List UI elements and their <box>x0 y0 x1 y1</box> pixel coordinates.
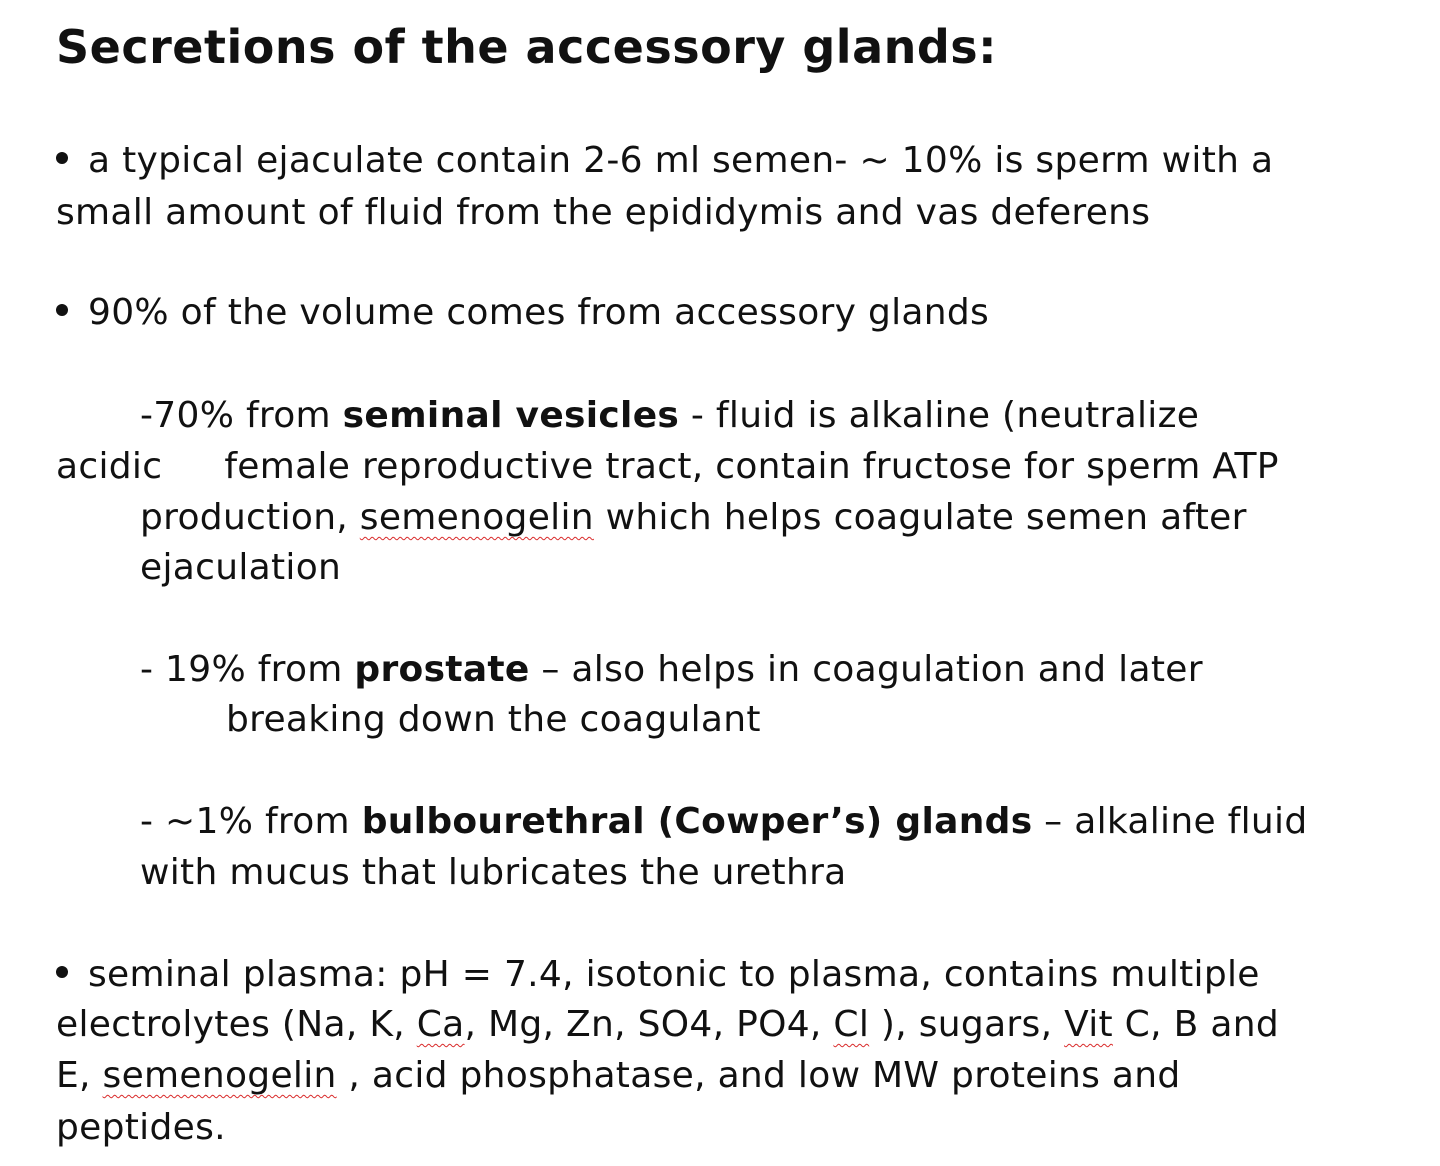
bullet-3-line-2d: C, B and <box>1112 1004 1279 1045</box>
bullet-3-line-2 <box>56 1003 1279 1047</box>
page-title: Secretions of the accessory glands: <box>56 20 998 74</box>
bullet-icon <box>56 152 68 164</box>
seminal-prefix: -70% from <box>140 395 343 436</box>
bullet-3-line-2b: , Mg, Zn, SO4, PO4, <box>464 1004 834 1045</box>
seminal-line-2 <box>56 445 1279 489</box>
seminal-line-3b: which helps coagulate semen after <box>593 497 1247 538</box>
seminal-line-3a: production, <box>140 497 360 538</box>
bullet-icon <box>56 966 68 978</box>
bullet-3-line-3b: , acid phosphatase, and low MW proteins and <box>336 1055 1181 1096</box>
spellcheck-word: Cl <box>833 1004 870 1045</box>
bullet-3-line-3a: E, <box>56 1055 103 1096</box>
prostate-prefix: - 19% from <box>140 649 355 690</box>
seminal-line-2a: acidic <box>56 446 163 487</box>
bullet-3-line-2a: electrolytes (Na, K, <box>56 1004 417 1045</box>
bullet-1-line-1 <box>56 139 1273 183</box>
bullet-3-line-3 <box>56 1054 1181 1098</box>
seminal-rest-1: - fluid is alkaline (neutralize <box>679 395 1200 436</box>
cowper-line-2: with mucus that lubricates the urethra <box>140 852 847 893</box>
bullet-3-line-4: peptides. <box>56 1107 226 1148</box>
prostate-line-1 <box>140 648 1203 692</box>
bullet-2-line-1 <box>56 291 989 335</box>
bullet-2-text-1: 90% of the volume comes from accessory glands <box>88 292 990 333</box>
bullet-3-line-2c: ), sugars, <box>869 1004 1065 1045</box>
spellcheck-word: semenogelin <box>102 1055 337 1096</box>
prostate-line-2: breaking down the coagulant <box>226 699 761 740</box>
cowper-line-1 <box>140 800 1308 844</box>
spellcheck-word: semenogelin <box>359 497 594 538</box>
spellcheck-word: Ca <box>416 1004 465 1045</box>
prostate-rest-1: – also helps in coagulation and later <box>529 649 1203 690</box>
seminal-vesicles-term: seminal vesicles <box>342 395 680 436</box>
bullet-1-text-1: a typical ejaculate contain 2-6 ml semen- ~ 10% is sperm with a <box>88 140 1274 181</box>
seminal-line-3 <box>140 496 1247 540</box>
bullet-3-text-1: seminal plasma: pH = 7.4, isotonic to plasma, contains multiple <box>88 954 1260 995</box>
cowper-prefix: - ~1% from <box>140 801 362 842</box>
seminal-line-1 <box>140 394 1199 438</box>
cowper-rest-1: – alkaline fluid <box>1032 801 1308 842</box>
bullet-3-line-1 <box>56 953 1260 997</box>
bullet-icon <box>56 304 68 316</box>
prostate-term: prostate <box>354 649 530 690</box>
spellcheck-word: Vit <box>1064 1004 1113 1045</box>
cowper-term: bulbourethral (Cowper’s) glands <box>361 801 1033 842</box>
seminal-line-2b: female reproductive tract, contain fructose for sperm ATP <box>224 446 1279 487</box>
seminal-line-4: ejaculation <box>140 547 342 588</box>
bullet-1-line-2: small amount of fluid from the epididymis and vas deferens <box>56 192 1151 233</box>
